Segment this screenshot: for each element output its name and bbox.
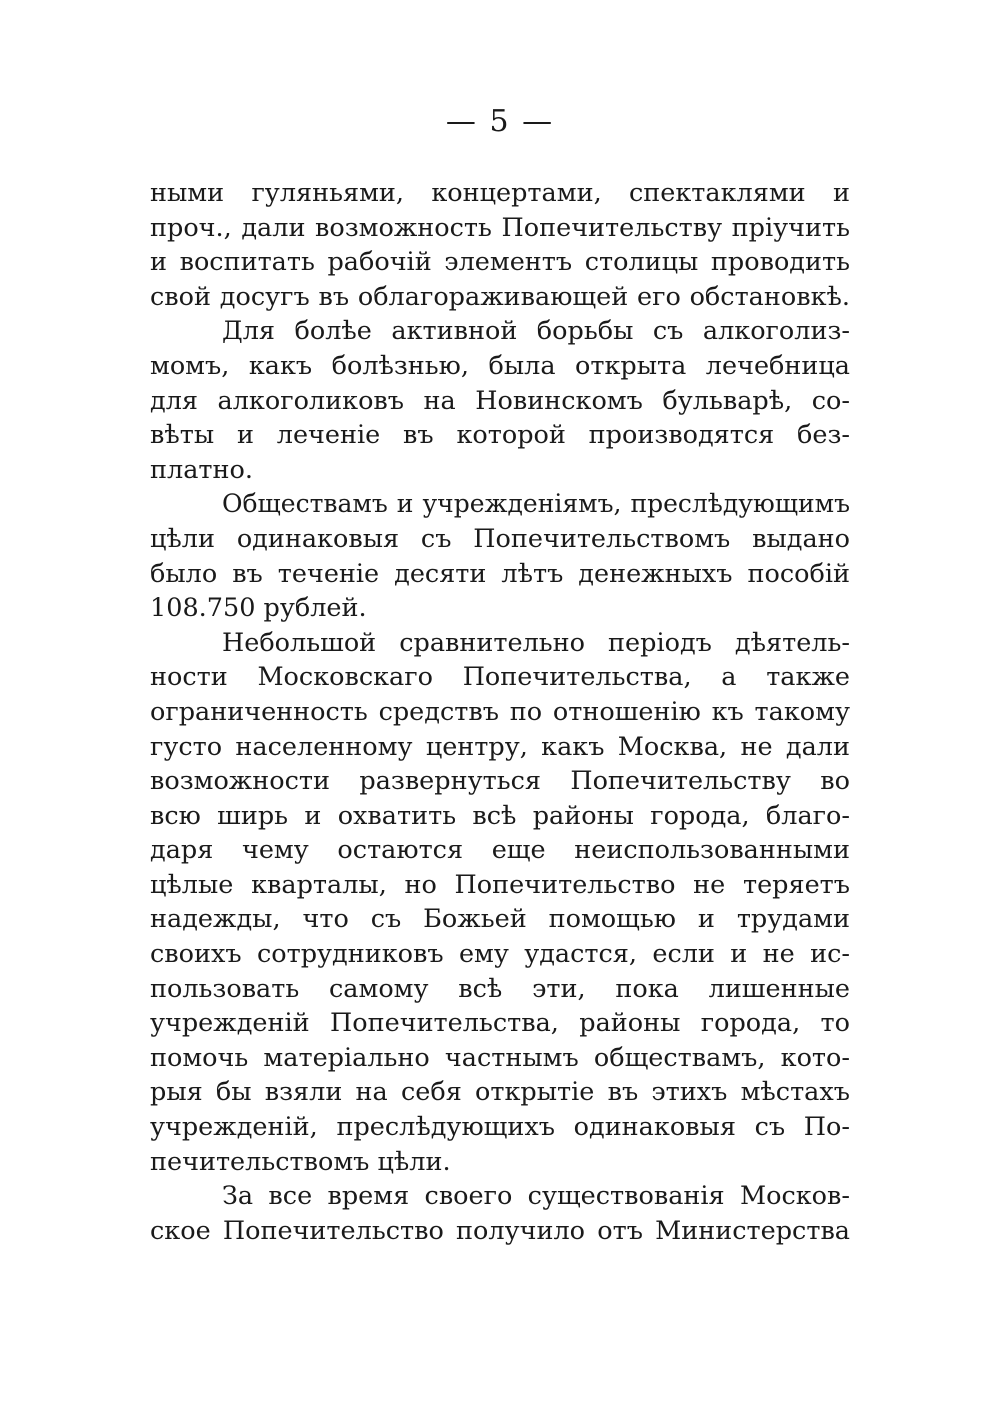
- text-line: момъ, какъ болѣзнью, была открыта лечебница: [150, 350, 850, 381]
- text-line: своихъ сотрудниковъ ему удастся, если и не ис-: [150, 939, 850, 970]
- body-text: [150, 176, 850, 1248]
- text-line: За все время своего существованія Москов-: [222, 1181, 850, 1212]
- text-line: пользовать самому всѣ эти, пока лишенные: [150, 973, 850, 1004]
- page-number: — 5 —: [445, 104, 555, 139]
- text-line: свой досугъ въ облагораживающей его обстановкѣ.: [150, 281, 850, 312]
- text-line: ности Московскаго Попечительства, а также: [150, 662, 850, 693]
- text-line: Обществамъ и учрежденіямъ, преслѣдующимъ: [222, 489, 850, 519]
- text-line: надежды, что съ Божьей помощью и трудами: [150, 904, 850, 935]
- text-line: Небольшой сравнительно періодъ дѣятель-: [222, 627, 850, 658]
- text-line: ограниченность средствъ по отношенію къ такому: [150, 696, 850, 727]
- text-line: густо населенному центру, какъ Москва, не дали: [150, 731, 850, 762]
- text-line: 108.750 рублей.: [150, 593, 367, 624]
- text-line: было въ теченіе десяти лѣтъ денежныхъ пособій: [150, 558, 850, 589]
- text-line: цѣлые кварталы, но Попечительство не теряетъ: [150, 869, 850, 900]
- text-line: печительствомъ цѣли.: [150, 1146, 451, 1177]
- text-line: ское Попечительство получило отъ Министерства: [150, 1215, 850, 1246]
- text-line: вѣты и леченіе въ которой производятся без-: [150, 420, 850, 451]
- text-line: учрежденій, преслѣдующихъ одинаковыя съ По-: [150, 1112, 850, 1143]
- text-line: для алкоголиковъ на Новинскомъ бульварѣ, со-: [150, 385, 850, 416]
- text-line: всю ширь и охватить всѣ районы города, благо-: [150, 800, 850, 831]
- text-line: помочь матеріально частнымъ обществамъ, кото-: [150, 1042, 850, 1073]
- text-line: проч., дали возможность Попечительству пріучить: [150, 212, 850, 243]
- text-line: Для болѣе активной борьбы съ алкоголиз-: [222, 316, 850, 347]
- text-line: учрежденій Попечительства, районы города, то: [150, 1008, 850, 1039]
- text-line: даря чему остаются еще неиспользованными: [150, 835, 850, 866]
- text-line: ными гуляньями, концертами, спектаклями и: [150, 178, 850, 208]
- text-line: цѣли одинаковыя съ Попечительствомъ выдано: [150, 523, 850, 554]
- text-line: и воспитать рабочій элементъ столицы проводить: [150, 247, 850, 278]
- text-line: рыя бы взяли на себя открытіе въ этихъ мѣстахъ: [150, 1077, 850, 1108]
- text-line: возможности развернуться Попечительству во: [150, 766, 850, 797]
- text-line: платно.: [150, 454, 253, 485]
